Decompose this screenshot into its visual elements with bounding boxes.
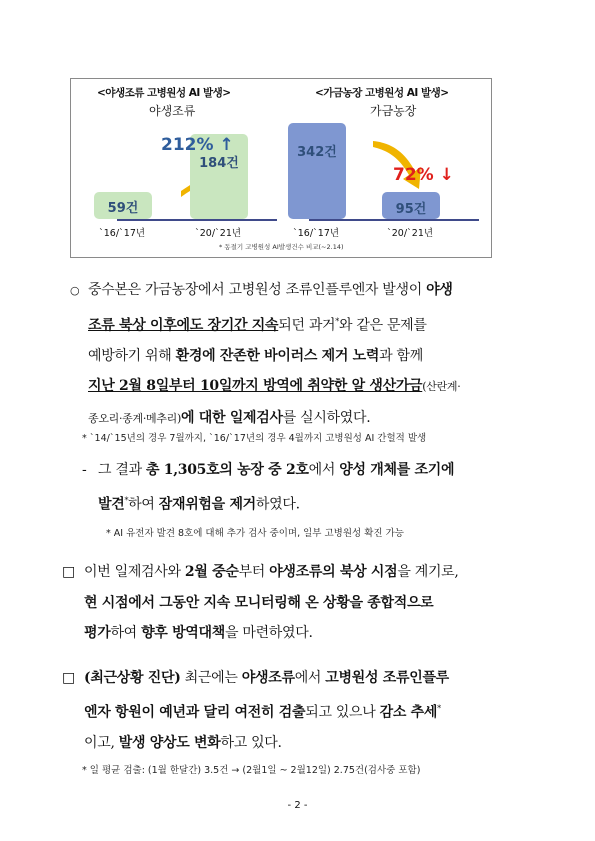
- p4-text: 최근에는: [180, 670, 242, 686]
- left-chart-title: <야생조류 고병원성 AI 발생>: [97, 87, 231, 99]
- chart-baseline: [309, 219, 479, 221]
- p4-text: 되고 있으나: [305, 704, 380, 721]
- p4-bold: 고병원성 조류인플루: [325, 670, 449, 686]
- paragraph-1: ○ 중수본은 가금농장에서 고병원성 조류인플루엔자 발생이 야생 조류 북상 이후에도 장기간 지속되던 과거*와 같은 문제를 예방하기 위해 환경에 잔존한 바이러스 제거 노력과 함께 지난 2월 8일부터 10일까지 방역에 취약한 알 생산가금(산란계· 종오리·종계·메추리)에 대한 일제검사를 실시하였다.: [70, 275, 540, 434]
- p4-text: 하고 있다.: [220, 734, 282, 751]
- paragraph-4: □ (최근상황 진단) 최근에는 야생조류에서 고병원성 조류인플루 엔자 항원이 예년과 달리 여전히 검출되고 있으나 감소 추세* 이고, 발생 양상도 변화하고 있다.: [62, 663, 540, 758]
- p1-text: 를 실시하였다.: [282, 409, 371, 426]
- p1-small: (산란계·: [422, 380, 461, 394]
- x-tick-label: `16/`17년: [99, 228, 146, 239]
- p2-bold: 양성 개체를 조기에: [339, 462, 455, 478]
- footnote-4: * 일 평균 검출: (1월 한달간) 3.5건 → (2월1일 ~ 2월12일) 2.75건(검사중 포함): [82, 765, 421, 776]
- left-change-percent: 212% ↑: [161, 135, 234, 155]
- p3-text: 을 계기로,: [397, 564, 459, 580]
- bullet-square: □: [62, 564, 75, 580]
- chart-baseline: [117, 219, 277, 221]
- x-tick-label: `20/`21년: [195, 228, 242, 239]
- p1-bold-underline: 조류 북상 이후에도 장기간 지속: [88, 317, 279, 334]
- p4-text: 이고,: [84, 734, 119, 751]
- bullet-circle: ○: [70, 284, 80, 297]
- paragraph-2: - 그 결과 총 1,305호의 농장 중 2호에서 양성 개체를 조기에 발견*하여 잠재위험을 제거하였다.: [82, 455, 540, 520]
- bar-value-label: 184건: [199, 156, 239, 172]
- p4-bold: 엔자 항원이 예년과 달리 여전히 검출: [84, 704, 306, 721]
- p3-text: 하여: [110, 625, 142, 641]
- p3-bold: 평가: [84, 625, 111, 641]
- figure-footnote: * 동절기 고병원성 AI발생건수 비교(~2.14): [219, 243, 344, 251]
- right-change-percent: 72% ↓: [393, 165, 454, 185]
- x-tick-label: `16/`17년: [293, 228, 340, 239]
- bar-value-label: 342건: [297, 145, 337, 160]
- p4-text: 에서: [294, 670, 326, 686]
- bar-value-label: 59건: [107, 201, 139, 217]
- p3-text: 이번 일제검사와: [84, 564, 185, 580]
- x-tick-label: `20/`21년: [387, 228, 434, 239]
- paragraph-3: [62, 557, 540, 649]
- p1-text: 와 같은 문제를: [338, 317, 427, 334]
- p4-bold: 야생조류: [241, 670, 295, 686]
- p3-bold: 향후 방역대책: [141, 625, 225, 641]
- page-number: - 2 -: [287, 800, 308, 811]
- bullet-dash: -: [82, 462, 87, 478]
- p1-text: 중수본은 가금농장에서 고병원성 조류인플루엔자 발생이: [88, 282, 427, 298]
- p4-bold: 발생 양상도 변화: [118, 734, 221, 751]
- left-chart-subtitle: 야생조류: [149, 104, 196, 118]
- p1-bold: 에 대한 일제검사: [181, 409, 283, 426]
- bar: [94, 192, 152, 219]
- bar-value-label: 95건: [395, 201, 427, 217]
- p3-bold: 현 시점에서 그동안 지속 모니터링해 온 상황을 종합적으로: [84, 594, 434, 611]
- p2-text: 하였다.: [255, 496, 300, 513]
- p3-text: 부터: [238, 564, 270, 580]
- p2-bold: 총 1,305호의 농장 중 2호: [145, 462, 309, 478]
- p2-text: 에서: [308, 462, 340, 478]
- p2-text: 하여: [128, 496, 159, 513]
- p1-small: 종오리·종계·메추리): [88, 411, 181, 425]
- p1-text: 예방하기 위해: [88, 347, 176, 364]
- p3-text: 을 마련하였다.: [224, 625, 313, 641]
- p1-bold: 야생: [426, 282, 453, 298]
- p1-bold-underline: 지난 2월 8일부터 10일까지 방역에 취약한 알 생산가금: [88, 378, 423, 395]
- right-chart-title: <가금농장 고병원성 AI 발생>: [315, 87, 449, 99]
- footnote-2: * AI 유전자 발견 8호에 대해 추가 검사 중이며, 일부 고병원성 확진 가능: [106, 528, 404, 539]
- bar: [382, 192, 440, 219]
- infographic-box: [70, 78, 492, 258]
- footnote-1: * `14/`15년의 경우 7월까지, `16/`17년의 경우 4월까지 고병원성 AI 간헐적 발생: [82, 433, 427, 444]
- p1-text: 되던 과거: [278, 317, 336, 334]
- right-chart-subtitle: 가금농장: [370, 104, 417, 118]
- p3-bold: 2월 중순: [184, 564, 239, 580]
- p1-text: 과 함께: [379, 347, 423, 364]
- p4-bold: 감소 추세: [379, 704, 438, 721]
- left-bar-chart: [71, 79, 281, 257]
- p2-bold: 잠재위험을 제거: [158, 496, 256, 513]
- p2-bold: 발견: [98, 496, 125, 513]
- bullet-square: □: [62, 670, 75, 686]
- p2-text: 그 결과: [98, 462, 146, 478]
- p4-heading: (최근상황 진단): [84, 670, 181, 686]
- p1-bold: 환경에 잔존한 바이러스 제거 노력: [175, 347, 380, 364]
- bar: [288, 123, 346, 219]
- p3-bold: 야생조류의 북상 시점: [269, 564, 398, 580]
- right-bar-chart: [289, 79, 489, 257]
